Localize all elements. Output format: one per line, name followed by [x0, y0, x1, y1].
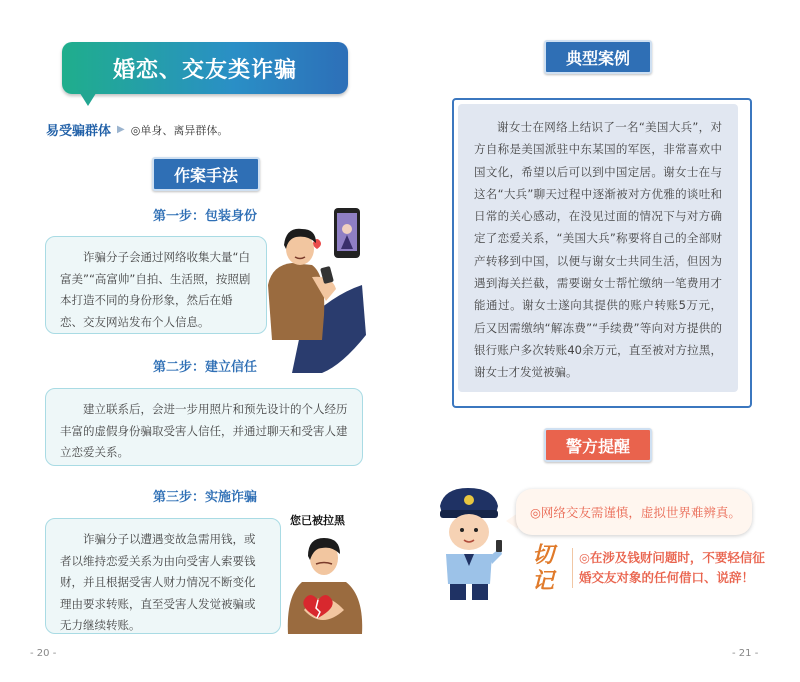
warning-bubble-text: ◎网络交友需谨慎，虚拟世界难辨真。	[530, 505, 741, 520]
step-2-card	[45, 388, 363, 466]
step-3-title: 第三步：实施诈骗	[152, 490, 257, 505]
case-heading	[544, 40, 652, 74]
title-banner-tail	[78, 90, 98, 106]
page-title-banner	[62, 42, 348, 94]
case-heading-text: 典型案例	[565, 48, 630, 68]
methods-heading-text: 作案手法	[173, 165, 238, 185]
vulnerable-group-label: 易受骗群体	[46, 124, 112, 139]
page-title: 婚恋、交友类诈骗	[112, 56, 297, 83]
police-officer-illustration	[434, 484, 504, 602]
step-3-card	[45, 518, 281, 634]
case-box	[458, 104, 738, 392]
warning-bubble	[516, 489, 752, 535]
warning-heading	[544, 428, 652, 462]
step-2-text: 建立联系后，会进一步用照片和预先设计的个人经历丰富的虚假身份骗取受害人信任，并通过聊天和受害人建立恋爱关系。	[60, 402, 348, 459]
methods-heading	[152, 157, 260, 191]
vulnerable-group-value: ◎单身、离异群体。	[130, 123, 229, 137]
page-number-right: - 21 -	[732, 648, 759, 659]
step-1-title: 第一步：包装身份	[152, 209, 257, 224]
triangle-arrow-icon: ▶	[117, 124, 125, 135]
heartbroken-man-illustration	[282, 526, 368, 636]
step-3-text: 诈骗分子以遭遇变故急需用钱，或者以维持恋爱关系为由向受害人索要钱财，并且根据受害人财力情况不断变化理由要求转账，直至受害人发觉被骗或无力继续转账。	[60, 532, 256, 632]
warning-heading-text: 警方提醒	[565, 436, 630, 456]
step-1-card	[45, 236, 267, 334]
case-text: 谢女士在网络上结识了一名“美国大兵”，对方自称是美国派驻中东某国的军医，非常喜欢中国文化，希望以后可以到中国定居。谢女士在与这名“大兵”聊天过程中逐渐被对方优雅的谈吐和日常的关心感动，在没见过面的情况下与对方确定了恋爱关系，“美国大兵”称要将自己的全部财产转移到中国，以便与谢女士共同生活，但因为遇到海关拦截，需要谢女士帮忙缴纳一笔费用才能通过。谢女士遂向其提供的账户转账5万元，后又因需缴纳“解冻费”“手续费”等向对方提供的银行账户多次转账40余万元，直至被对方拉黑，谢女士才发觉被骗。	[474, 120, 722, 380]
step-1-text: 诈骗分子会通过网络收集大量“白富美”“高富帅”自拍、生活照，按照剧本打造不同的身份形象，然后在婚恋、交友网站发布个人信息。	[60, 250, 251, 329]
blocked-label: 您已被拉黑	[290, 514, 345, 527]
man-with-phone-illustration	[262, 205, 366, 375]
qieji-label: 切记	[532, 542, 555, 594]
page-number-left: - 20 -	[30, 648, 57, 659]
step-2-title: 第二步：建立信任	[152, 360, 257, 375]
qieji-text: ◎在涉及钱财问题时，不要轻信征婚交友对象的任何借口、说辞！	[572, 548, 769, 588]
vulnerable-group	[46, 120, 228, 139]
